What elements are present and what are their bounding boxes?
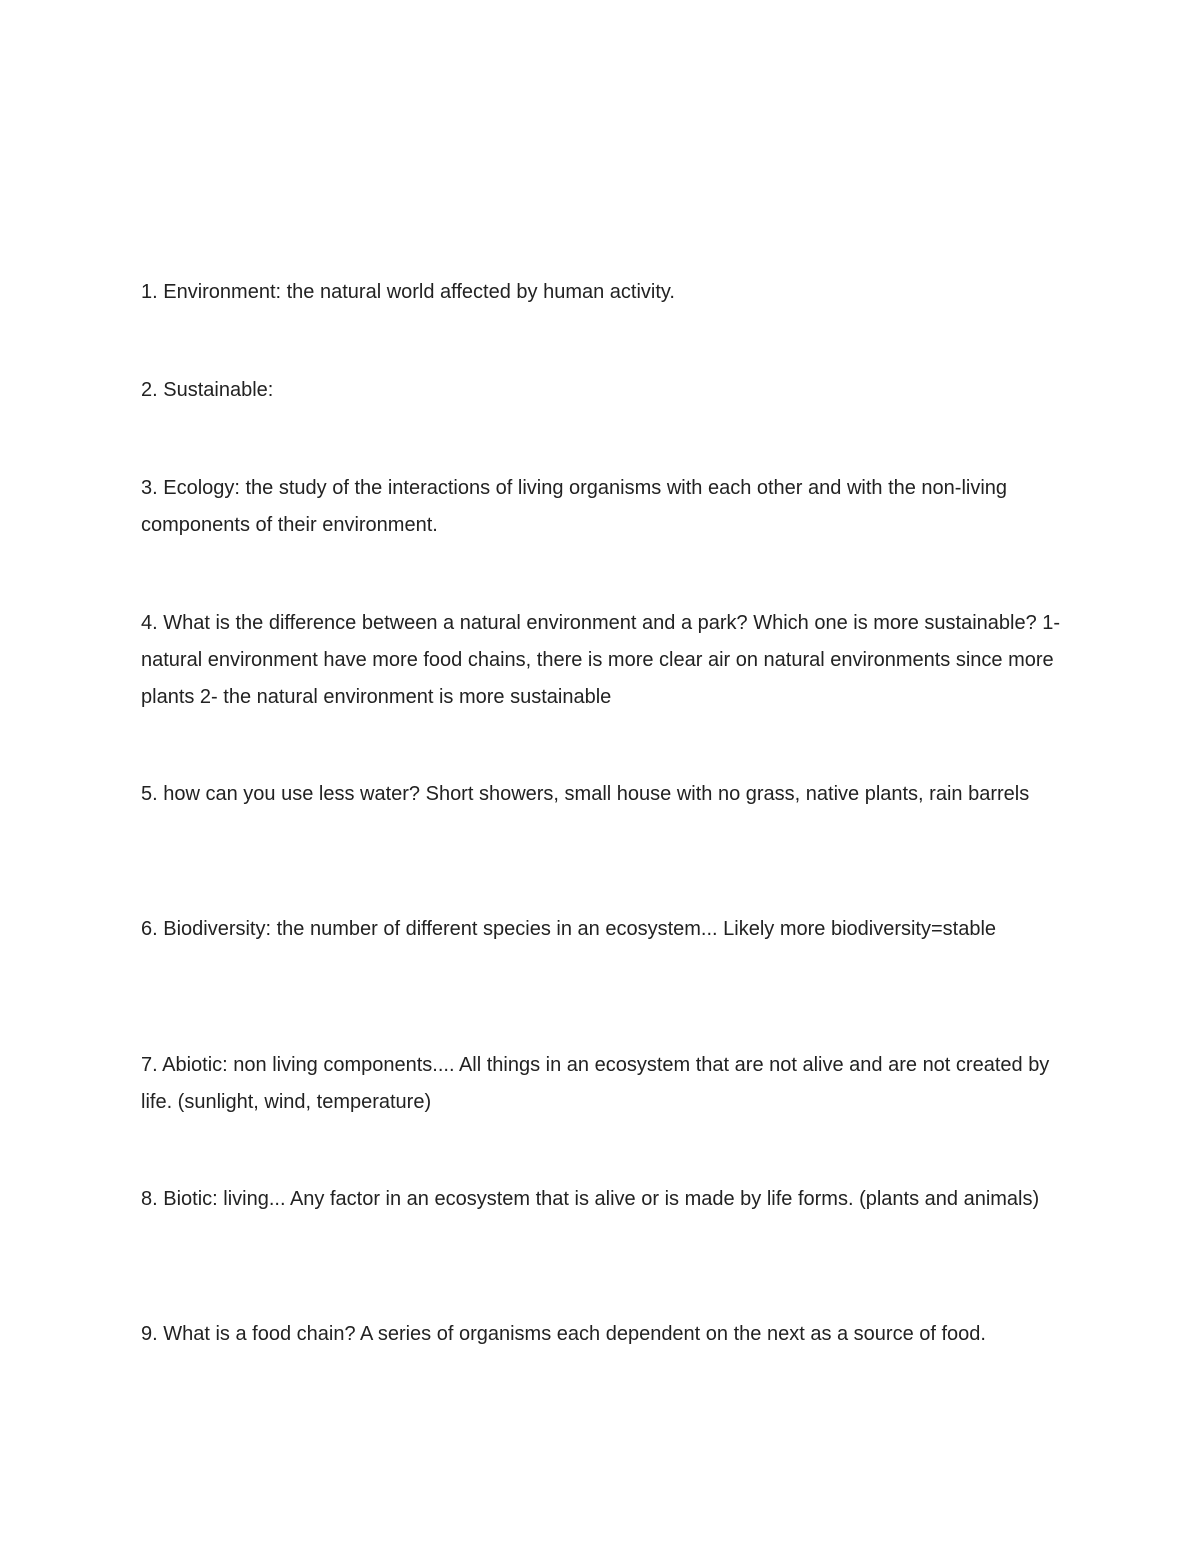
list-item-food-chain: 9. What is a food chain? A series of organisms each dependent on the next as a source of food.	[141, 1323, 986, 1345]
list-item-environment: 1. Environment: the natural world affected by human activity.	[141, 281, 675, 303]
list-item-biotic: 8. Biotic: living... Any factor in an ecosystem that is alive or is made by life forms. (plants and animals)	[141, 1188, 1040, 1210]
list-item-abiotic: 7. Abiotic: non living components.... All things in an ecosystem that are not alive and are not created by life. (sunlight, wind, temperature)	[141, 1054, 1050, 1113]
list-item-biodiversity: 6. Biodiversity: the number of different species in an ecosystem... Likely more biodiversity=stable	[141, 918, 997, 940]
list-item-sustainable: 2. Sustainable:	[141, 379, 274, 401]
list-item-water-use: 5. how can you use less water? Short showers, small house with no grass, native plants, rain barrels	[141, 783, 1030, 805]
list-item-ecology: 3. Ecology: the study of the interactions of living organisms with each other and with the non-living components of their environment.	[141, 477, 1008, 536]
list-item-natural-vs-park: 4. What is the difference between a natural environment and a park? Which one is more sustainable? 1- natural environment have more food chains, there is more clear air on natural environments since more plants 2- the natural environment is more sustainable	[141, 612, 1061, 708]
